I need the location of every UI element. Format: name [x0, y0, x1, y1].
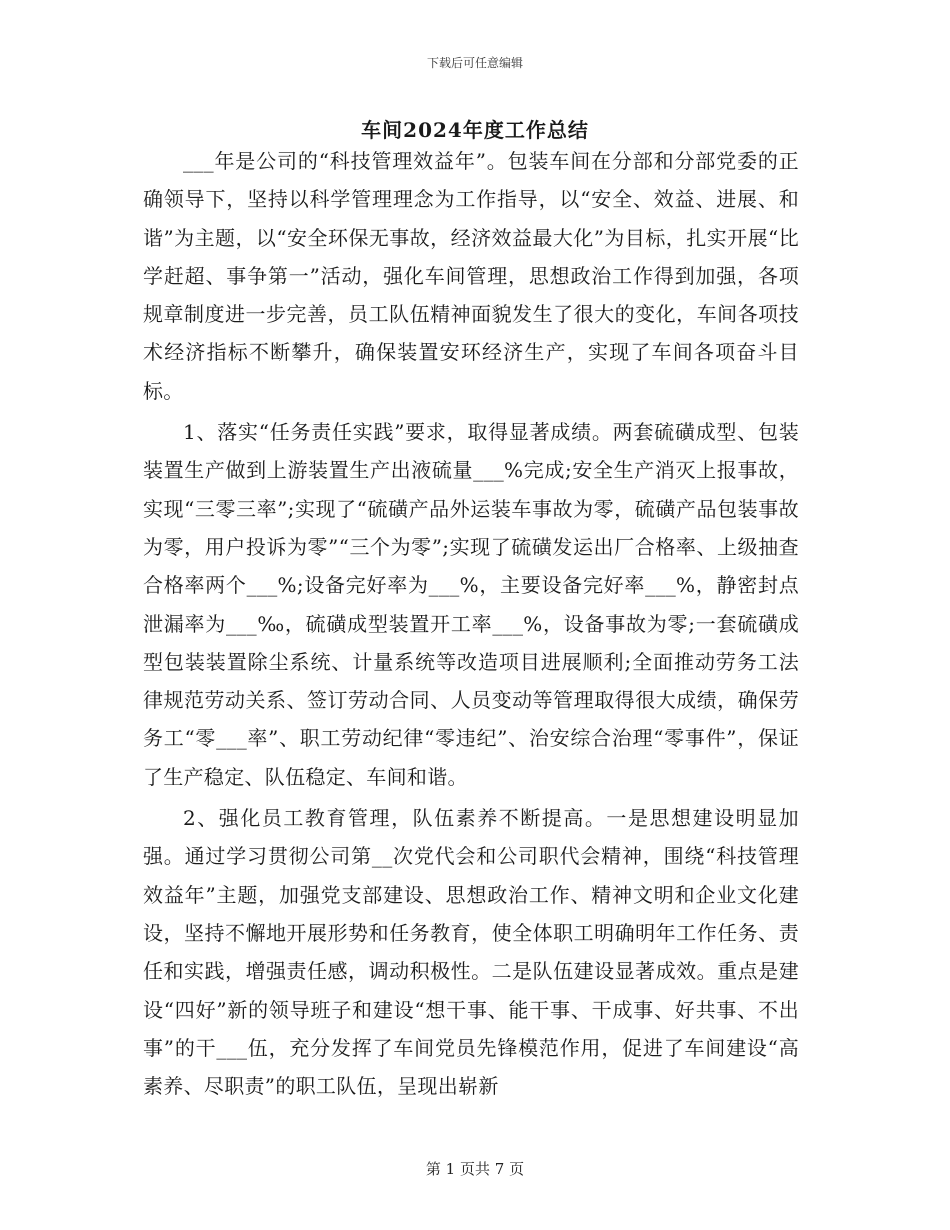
paragraph-section-1: 1、落实“任务责任实践”要求，取得显著成绩。两套硫磺成型、包装装置生产做到上游装置生产出液硫量___%完成;安全生产消灭上报事故，实现“三零三率”;实现了“硫磺产品外运装车事故为零，硫磺产品包装事故为零，用户投诉为零”“三个为零”;实现了硫磺发运出厂合格率、上级抽查合格率两个___%;设备完好率为___%，主要设备完好率___%，静密封点泄漏率为___‰，硫磺成型装置开工率___%，设备事故为零;一套硫磺成型包装装置除尘系统、计量系统等改造项目进展顺利;全面推动劳务工法律规范劳动关系、签订劳动合同、人员变动等管理取得很大成绩，确保劳务工“零___率”、职工劳动纪律“零违纪”、治安综合治理“零事件”，保证了生产稳定、队伍稳定、车间和谐。	[143, 420, 799, 789]
page-footer: 第 1 页共 7 页	[425, 1160, 525, 1178]
header-note: 下载后可任意编辑	[426, 56, 523, 70]
document-body	[143, 142, 799, 1105]
document-title: 车间2024年度工作总结	[361, 118, 589, 142]
paragraph-section-2: 2、强化员工教育管理，队伍素养不断提高。一是思想建设明显加强。通过学习贯彻公司第__次党代会和公司职代会精神，围绕“科技管理效益年”主题，加强党支部建设、思想政治工作、精神文明和企业文化建设，坚持不懈地开展形势和任务教育，使全体职工明确明年工作任务、责任和实践，增强责任感，调动积极性。二是队伍建设显著成效。重点是建设“四好”新的领导班子和建设“想干事、能干事、干成事、好共事、不出事”的干___伍，充分发挥了车间党员先锋模范作用，促进了车间建设“高素养、尽职责”的职工队伍，呈现出崭新	[143, 806, 799, 1099]
paragraph-intro: ___年是公司的“科技管理效益年”。包装车间在分部和分部党委的正确领导下，坚持以科学管理理念为工作指导，以“安全、效益、进展、和谐”为主题，以“安全环保无事故，经济效益最大化”为目标，扎实开展“比学赶超、事争第一”活动，强化车间管理，思想政治工作得到加强，各项规章制度进一步完善，员工队伍精神面貌发生了很大的变化，车间各项技术经济指标不断攀升，确保装置安环经济生产，实现了车间各项奋斗目标。	[143, 149, 799, 403]
